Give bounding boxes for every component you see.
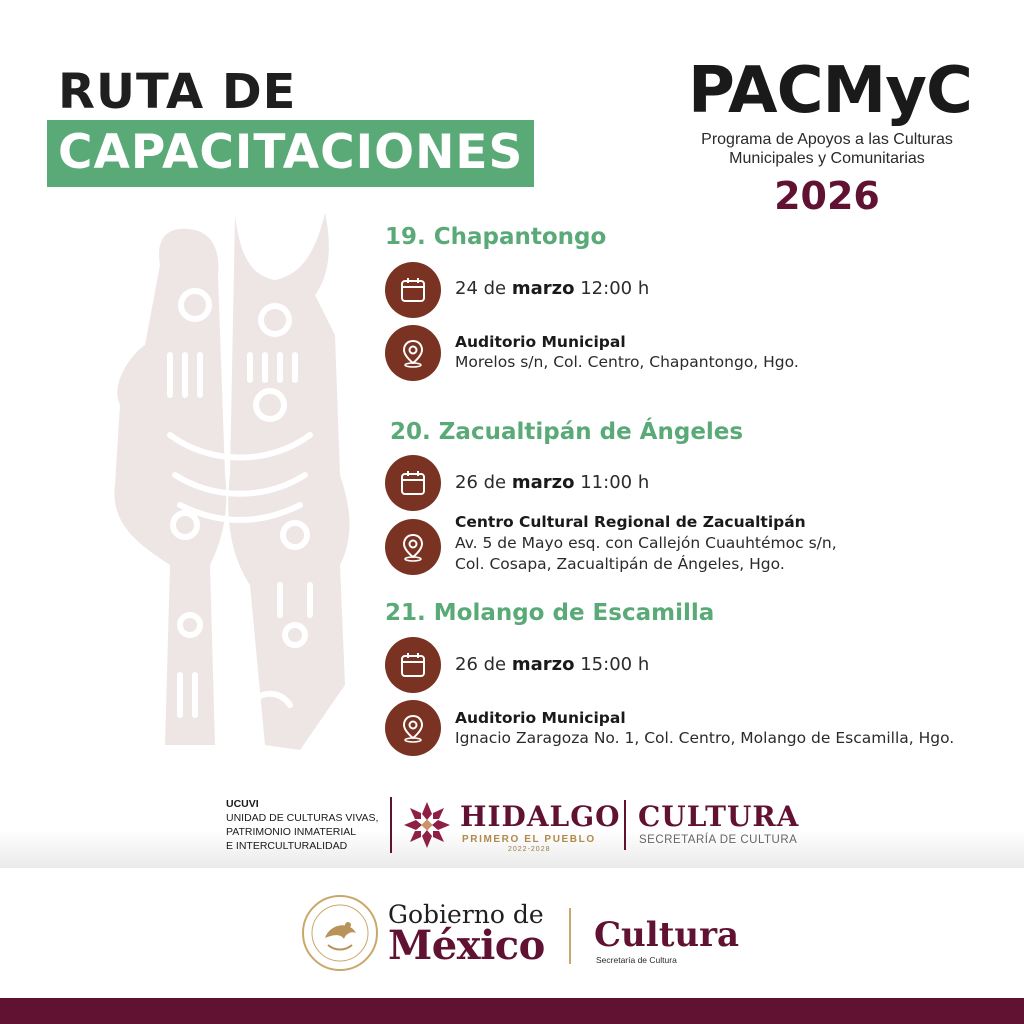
- cultura-federal-sub: Secretaría de Cultura: [596, 955, 677, 965]
- location-pin-icon: [385, 325, 441, 381]
- address-line-2: Col. Cosapa, Zacualtipán de Ángeles, Hgo.: [455, 555, 785, 573]
- calendar-icon: [385, 455, 441, 511]
- date-month: marzo: [511, 472, 575, 493]
- logo-divider: [390, 797, 392, 853]
- bottom-brand-bar: [0, 998, 1024, 1024]
- session-date: [455, 654, 649, 675]
- program-subtitle: [660, 130, 994, 168]
- cultura-federal-wordmark: Cultura: [594, 915, 740, 955]
- program-subtitle-line-2: Municipales y Comunitarias: [729, 150, 925, 167]
- venue-name: Auditorio Municipal: [455, 709, 626, 727]
- hidalgo-years: 2022-2028: [508, 846, 551, 853]
- date-time: 15:00 h: [580, 654, 650, 675]
- ucuvi-label: [226, 797, 378, 853]
- ucuvi-line-2: PATRIMONIO INMATERIAL: [226, 826, 357, 838]
- ucuvi-line-3: E INTERCULTURALIDAD: [226, 840, 348, 852]
- federal-logo-divider: [569, 908, 571, 964]
- calendar-icon: [385, 637, 441, 693]
- decorative-figure-illustration: [100, 205, 360, 765]
- title-line-1: RUTA DE: [58, 64, 297, 120]
- calendar-icon: [385, 262, 441, 318]
- venue-address: [455, 533, 837, 575]
- session-title-molango: 21. Molango de Escamilla: [385, 600, 715, 626]
- date-time: 12:00 h: [580, 278, 650, 299]
- cultura-hidalgo-wordmark: CULTURA: [638, 800, 800, 833]
- hidalgo-tagline: PRIMERO EL PUEBLO: [462, 834, 596, 845]
- venue-name: Centro Cultural Regional de Zacualtipán: [455, 513, 806, 531]
- location-pin-icon: [385, 519, 441, 575]
- coat-of-arms-seal: [300, 893, 380, 973]
- venue-address: [455, 352, 799, 373]
- date-day: 24 de: [455, 278, 507, 299]
- gobierno-line-1: Gobierno de: [388, 900, 544, 929]
- venue-name: Auditorio Municipal: [455, 333, 626, 351]
- title-line-2: CAPACITACIONES: [58, 125, 524, 180]
- program-year: 2026: [774, 174, 880, 218]
- program-subtitle-line-1: Programa de Apoyos a las Culturas: [701, 131, 953, 148]
- location-pin-icon: [385, 700, 441, 756]
- hidalgo-wordmark: HIDALGO: [460, 800, 621, 833]
- cultura-hidalgo-sub: SECRETARÍA DE CULTURA: [639, 834, 798, 846]
- session-date: [455, 472, 649, 493]
- logo-divider: [624, 800, 626, 850]
- hidalgo-star-logo: [402, 800, 452, 850]
- date-month: marzo: [511, 654, 575, 675]
- ucuvi-line-1: UNIDAD DE CULTURAS VIVAS,: [226, 812, 379, 824]
- ucuvi-abbr: UCUVI: [226, 798, 259, 810]
- session-date: [455, 278, 649, 299]
- date-day: 26 de: [455, 654, 507, 675]
- address-line-1: Ignacio Zaragoza No. 1, Col. Centro, Molango de Escamilla, Hgo.: [455, 729, 955, 747]
- gobierno-line-2: México: [388, 922, 545, 969]
- pacmyc-logo: PACMyC: [688, 54, 972, 128]
- date-month: marzo: [511, 278, 575, 299]
- session-title-zacualtipan: 20. Zacualtipán de Ángeles: [390, 419, 744, 445]
- address-line-1: Morelos s/n, Col. Centro, Chapantongo, Hgo.: [455, 353, 799, 371]
- venue-address: [455, 728, 954, 749]
- date-time: 11:00 h: [580, 472, 650, 493]
- date-day: 26 de: [455, 472, 507, 493]
- session-title-chapantongo: 19. Chapantongo: [385, 224, 607, 250]
- address-line-1: Av. 5 de Mayo esq. con Callejón Cuauhtémoc s/n,: [455, 534, 837, 552]
